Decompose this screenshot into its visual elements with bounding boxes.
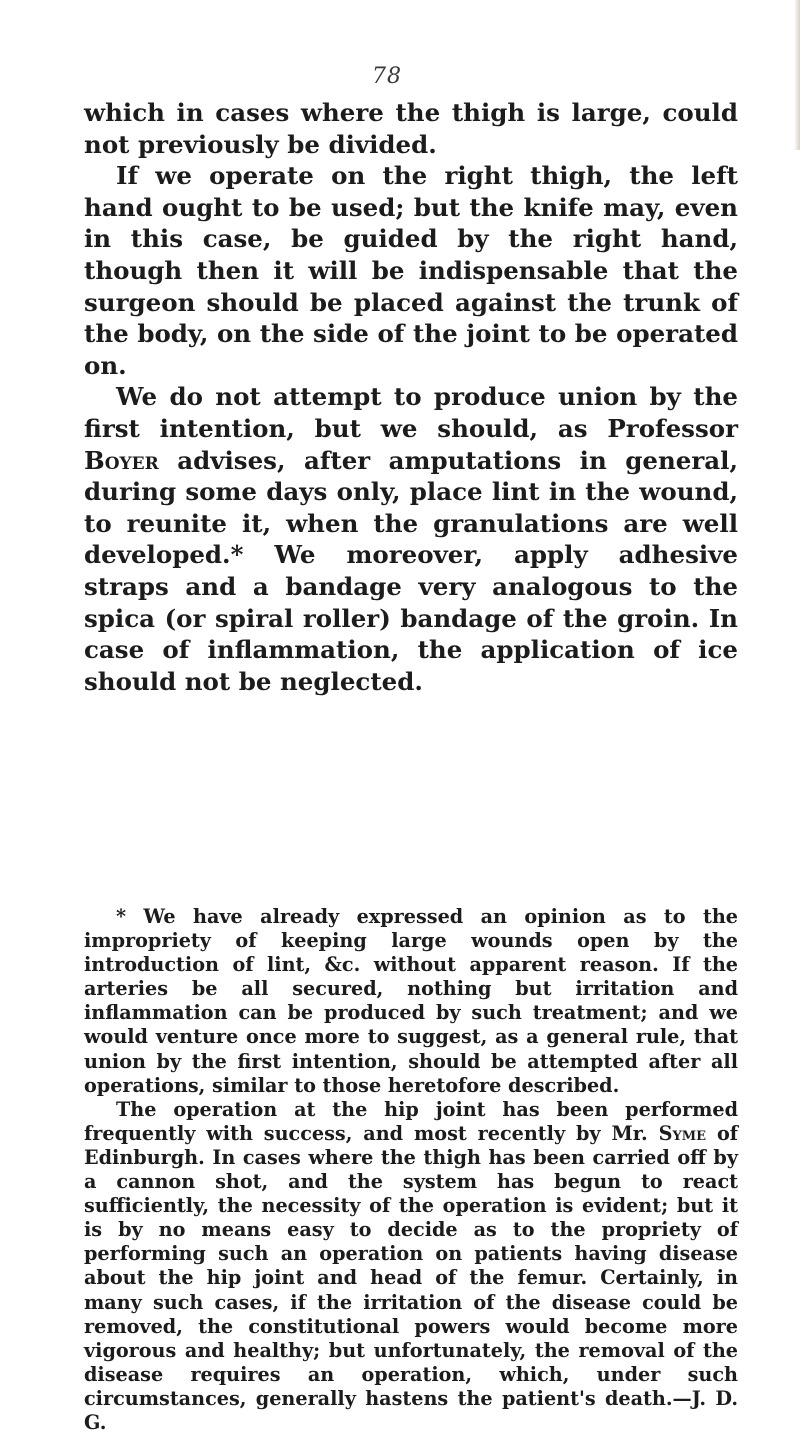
page-edge-shadow xyxy=(794,0,800,150)
body-paragraph-1: which in cases where the thigh is large, could not previously be divided. xyxy=(84,98,738,159)
footnote-paragraph-2-text-b: of Edinburgh. In cases where the thigh has been carried off by a cannon shot, and the system has begun to react sufficiently, the necessity of the operation is evident; but it is by no means easy to decide as to the propriety of performing such an operation on patients having disease about the hip joint and head of the femur. Certainly, in many such cases, if the irritation of the disease could be removed, the constitutional powers would become more vigorous and healthy; but unfortunately, the removal of the disease requires an operation, which, under such circumstances, generally hastens the patient's death.—J. D. G. xyxy=(84,1121,739,1434)
footnote-paragraph-2 xyxy=(84,1098,738,1435)
body-paragraph-2: If we operate on the right thigh, the left hand ought to be used; but the knife may, even in this case, be guided by the right hand, though then it will be indispensable that the surgeon should be placed against the trunk of the body, on the side of the joint to be operated on. xyxy=(84,161,738,380)
footnote-paragraph-2-text-a: The operation at the hip joint has been performed frequently with success, and most recently by Mr. xyxy=(84,1097,738,1145)
footnote-paragraph-1: * We have already expressed an opinion as to the impropriety of keeping large wounds open by the introduction of lint, &c. without apparent reason. If the arteries be all secured, nothing but irritation and inflammation can be produced by such treatment; and we would venture once more to suggest, as a general rule, that union by the first intention, should be attempted after all operations, similar to those heretofore described. xyxy=(84,905,738,1097)
author-name-syme: Syme xyxy=(658,1121,707,1145)
body-paragraph-3-text-a: We do not attempt to produce union by the first intention, but we should, as Professor xyxy=(84,382,738,443)
page-number: 78 xyxy=(372,64,402,89)
body-paragraph-3 xyxy=(84,381,738,697)
main-text xyxy=(84,97,738,697)
body-paragraph-3-text-b: advises, after amputations in general, during some days only, place lint in the wound, to reunite it, when the granulations are well developed.* We moreover, apply adhesive straps and a bandage very analogous to the spica (or spiral roller) bandage of the groin. In case of inflammation, the application of ice should not be neglected. xyxy=(84,445,738,696)
footnote xyxy=(84,905,738,1435)
author-name-boyer: Boyer xyxy=(84,445,159,475)
